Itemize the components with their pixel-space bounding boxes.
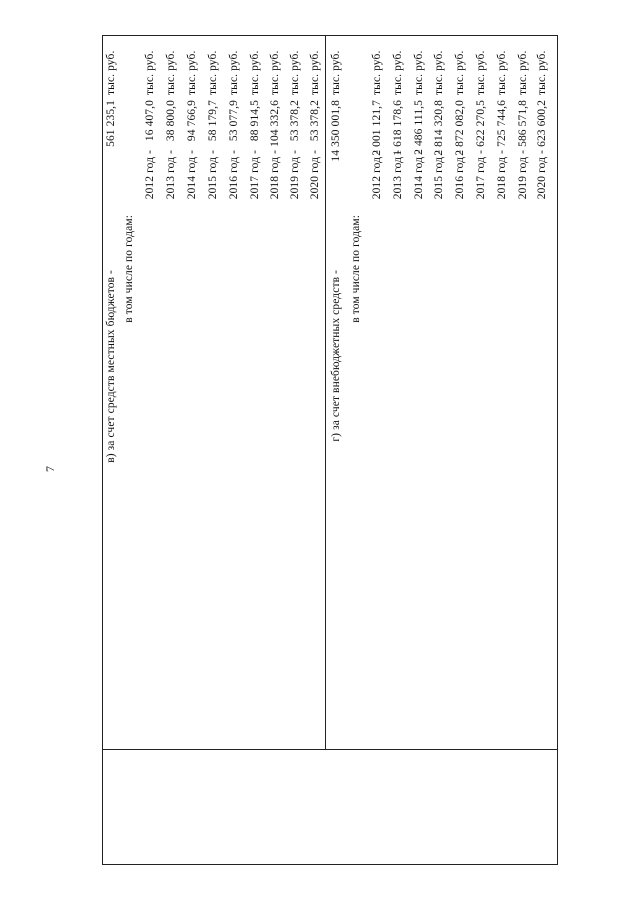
amount-value: 586 571,8	[517, 100, 529, 147]
unit-label: тыс. руб.	[289, 50, 301, 95]
unit-label: тыс. руб.	[249, 50, 261, 95]
column-divider	[102, 749, 558, 750]
unit-label: тыс. руб.	[392, 50, 404, 95]
table-right-border	[102, 35, 558, 36]
unit-label: тыс. руб.	[207, 50, 219, 95]
unit-label: тыс. руб.	[228, 50, 240, 95]
amount-value: 16 407,0	[144, 100, 156, 142]
table-bottom-border	[557, 35, 558, 865]
table-top-border	[102, 35, 103, 865]
year-label: 2013 год -	[392, 150, 404, 200]
amount-value: 58 179,7	[207, 100, 219, 142]
year-label: 2020 год -	[309, 150, 321, 200]
year-label: 2020 год -	[536, 150, 548, 200]
year-label: 2015 год -	[207, 150, 219, 200]
year-label: 2018 год -	[269, 150, 281, 200]
unit-label: тыс. руб.	[309, 50, 321, 95]
year-label: 2014 год -	[186, 150, 198, 200]
amount-value: 2 486 111,5	[413, 100, 425, 155]
unit-label: тыс. руб.	[413, 50, 425, 95]
amount-value: 88 914,5	[249, 100, 261, 142]
unit-label: тыс. руб.	[186, 50, 198, 95]
section-v-total: 561 235,1	[105, 100, 117, 147]
amount-value: 104 332,6	[269, 100, 281, 147]
amount-value: 53 378,2	[309, 100, 321, 142]
year-label: 2019 год -	[517, 150, 529, 200]
amount-value: 2 814 320,8	[433, 100, 445, 156]
year-label: 2012 год -	[371, 150, 383, 200]
year-label: 2018 год -	[496, 150, 508, 200]
unit-label: тыс. руб.	[269, 50, 281, 95]
amount-value: 94 766,9	[186, 100, 198, 142]
unit-label: тыс. руб.	[371, 50, 383, 95]
section-g-total: 14 350 001,8	[330, 100, 342, 162]
year-label: 2016 год -	[454, 150, 466, 200]
amount-value: 725 744,6	[496, 100, 508, 147]
amount-value: 2 001 121,7	[371, 100, 383, 156]
table-left-border	[102, 864, 558, 865]
unit-label: тыс. руб.	[496, 50, 508, 95]
amount-value: 2 872 082,0	[454, 100, 466, 156]
section-v-unit: тыс. руб.	[105, 50, 117, 95]
section-v-heading: в) за счет средств местных бюджетов -	[105, 270, 117, 463]
year-label: 2016 год -	[228, 150, 240, 200]
section-g-heading: г) за счет внебюджетных средств -	[330, 270, 342, 442]
section-divider	[325, 36, 326, 750]
page-number: 7	[43, 465, 57, 472]
unit-label: тыс. руб.	[517, 50, 529, 95]
amount-value: 1 618 178,6	[392, 100, 404, 156]
unit-label: тыс. руб.	[454, 50, 466, 95]
section-g-subheading: в том числе по годам:	[350, 215, 362, 323]
unit-label: тыс. руб.	[433, 50, 445, 95]
unit-label: тыс. руб.	[165, 50, 177, 95]
section-v-subheading: в том числе по годам:	[123, 215, 135, 323]
amount-value: 38 800,0	[165, 100, 177, 142]
year-label: 2015 год -	[433, 150, 445, 200]
amount-value: 53 378,2	[289, 100, 301, 142]
amount-value: 623 600,2	[536, 100, 548, 147]
year-label: 2019 год -	[289, 150, 301, 200]
amount-value: 53 077,9	[228, 100, 240, 142]
section-g-unit: тыс. руб.	[330, 50, 342, 95]
unit-label: тыс. руб.	[536, 50, 548, 95]
year-label: 2013 год -	[165, 150, 177, 200]
year-label: 2017 год -	[249, 150, 261, 200]
year-label: 2012 год -	[144, 150, 156, 200]
unit-label: тыс. руб.	[475, 50, 487, 95]
year-label: 2017 год -	[475, 150, 487, 200]
year-label: 2014 год -	[413, 150, 425, 200]
amount-value: 622 270,5	[475, 100, 487, 147]
unit-label: тыс. руб.	[144, 50, 156, 95]
